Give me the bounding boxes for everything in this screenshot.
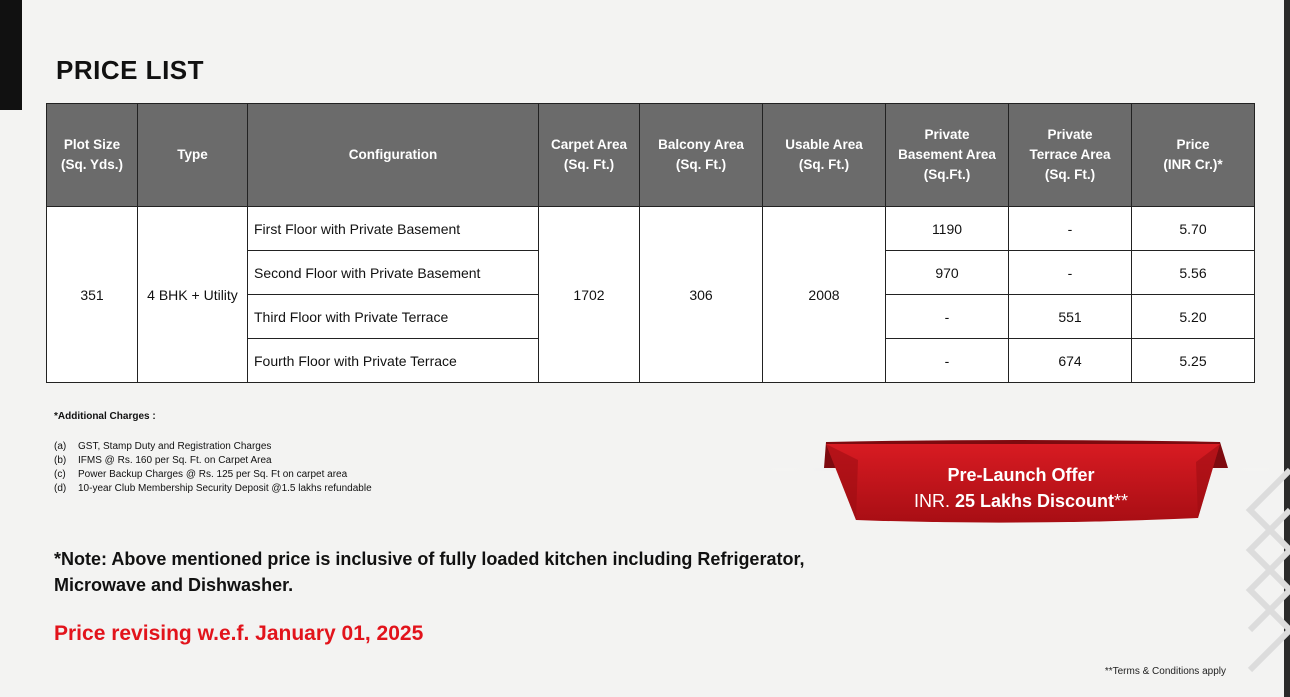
cell-configuration: Fourth Floor with Private Terrace bbox=[248, 339, 539, 383]
cell-terrace-area: - bbox=[1009, 251, 1132, 295]
charge-item: (b) IFMS @ Rs. 160 per Sq. Ft. on Carpet Area bbox=[54, 455, 272, 466]
offer-title: Pre-Launch Offer bbox=[947, 465, 1095, 485]
charges-title: *Additional Charges : bbox=[54, 411, 156, 422]
header-balcony-area: Balcony Area (Sq. Ft.) bbox=[640, 104, 763, 207]
cell-plot-size: 351 bbox=[47, 207, 138, 383]
page-title: PRICE LIST bbox=[56, 55, 205, 85]
header-terrace-area: Private Terrace Area (Sq. Ft.) bbox=[1009, 104, 1132, 207]
header-usable-area: Usable Area (Sq. Ft.) bbox=[763, 104, 886, 207]
cell-configuration: Second Floor with Private Basement bbox=[248, 251, 539, 295]
terms-notice: **Terms & Conditions apply bbox=[1104, 666, 1226, 677]
header-type: Type bbox=[138, 104, 248, 207]
cell-balcony-area: 306 bbox=[640, 207, 763, 383]
cell-basement-area: 970 bbox=[886, 251, 1009, 295]
left-accent-bar bbox=[0, 0, 22, 110]
cell-basement-area: - bbox=[886, 339, 1009, 383]
pre-launch-offer-banner bbox=[760, 440, 1280, 535]
inclusion-note: *Note: Above mentioned price is inclusive of fully loaded kitchen including Refrigerator, Microwave and Dishwasher. bbox=[54, 549, 805, 595]
charge-item: (a) GST, Stamp Duty and Registration Charges bbox=[54, 441, 272, 452]
offer-text bbox=[826, 462, 1216, 514]
cell-price: 5.70 bbox=[1132, 207, 1255, 251]
charge-item: (d) 10-year Club Membership Security Deposit @1.5 lakhs refundable bbox=[54, 483, 372, 494]
cell-basement-area: - bbox=[886, 295, 1009, 339]
cell-terrace-area: 674 bbox=[1009, 339, 1132, 383]
cell-price: 5.20 bbox=[1132, 295, 1255, 339]
cell-carpet-area: 1702 bbox=[539, 207, 640, 383]
price-table bbox=[46, 103, 1255, 383]
additional-charges bbox=[54, 410, 372, 496]
price-revision-notice: Price revising w.e.f. January 01, 2025 bbox=[54, 622, 424, 645]
cell-configuration: Third Floor with Private Terrace bbox=[248, 295, 539, 339]
table-row bbox=[47, 207, 1255, 251]
cell-basement-area: 1190 bbox=[886, 207, 1009, 251]
header-plot-size: Plot Size (Sq. Yds.) bbox=[47, 104, 138, 207]
cell-terrace-area: 551 bbox=[1009, 295, 1132, 339]
header-basement-area: Private Basement Area (Sq.Ft.) bbox=[886, 104, 1009, 207]
header-price: Price (INR Cr.)* bbox=[1132, 104, 1255, 207]
header-configuration: Configuration bbox=[248, 104, 539, 207]
cell-type: 4 BHK + Utility bbox=[138, 207, 248, 383]
charge-item: (c) Power Backup Charges @ Rs. 125 per Sq. Ft on carpet area bbox=[54, 469, 348, 480]
cell-usable-area: 2008 bbox=[763, 207, 886, 383]
offer-discount: INR. 25 Lakhs Discount** bbox=[913, 491, 1129, 511]
cell-terrace-area: - bbox=[1009, 207, 1132, 251]
header-carpet-area: Carpet Area (Sq. Ft.) bbox=[539, 104, 640, 207]
cell-configuration: First Floor with Private Basement bbox=[248, 207, 539, 251]
cell-price: 5.25 bbox=[1132, 339, 1255, 383]
table-header-row bbox=[47, 104, 1255, 207]
cell-price: 5.56 bbox=[1132, 251, 1255, 295]
